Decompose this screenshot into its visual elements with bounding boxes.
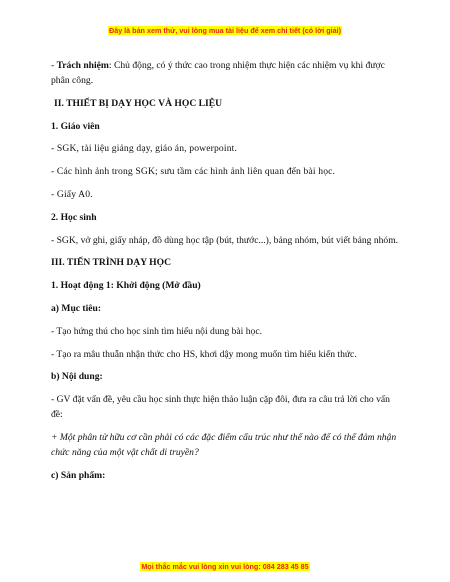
product-heading: c) Sản phẩm: [51, 469, 106, 481]
teacher-heading: 1. Giáo viên [51, 120, 100, 132]
discussion-question: + Một phân tử hữu cơ cần phải có các đặc điểm cấu trúc như thế nào để có thể đảm nhận chức năng của một vật chất di truyền? [51, 431, 397, 458]
contact-banner [0, 562, 450, 572]
content-heading: b) Nội dung: [51, 371, 103, 383]
goal-item-2: - Tạo ra mâu thuẫn nhận thức cho HS, khơi dậy mong muốn tìm hiểu kiến thức. [51, 348, 357, 360]
activity-1-heading: 1. Hoạt động 1: Khởi động (Mở đầu) [51, 280, 201, 292]
goal-item-1: - Tạo hứng thú cho học sinh tìm hiểu nội dung bài học. [51, 325, 262, 337]
section-2-title: II. THIẾT BỊ DẠY HỌC VÀ HỌC LIỆU [54, 97, 223, 109]
content-item: - GV đặt vấn đề, yêu cầu học sinh thực hiện thảo luận cặp đôi, đưa ra câu trả lời cho vấn đề: [51, 394, 390, 421]
responsibility-text: : Chủ động, có ý thức cao trong nhiệm thực hiện các nhiệm vụ khi được phân công. [51, 60, 385, 86]
document-body [51, 58, 401, 491]
preview-notice-text: Đây là bản xem thử, vui lòng mua tài liệu để xem chi tiết (có lời giải) [109, 26, 341, 35]
teacher-item-2: - Các hình ảnh trong SGK; sưu tầm các hình ảnh liên quan đến bài học. [51, 166, 336, 178]
student-heading: 2. Học sinh [51, 211, 97, 223]
responsibility-label: Trách nhiệm [56, 60, 109, 71]
preview-notice-banner [0, 26, 450, 36]
teacher-item-1: - SGK, tài liệu giảng dạy, giáo án, powerpoint. [51, 143, 238, 155]
student-item: - SGK, vở ghi, giấy nháp, đồ dùng học tập (bút, thước...), bảng nhóm, bút viết bảng nhóm. [51, 234, 399, 246]
section-3-title: III. TIẾN TRÌNH DẠY HỌC [51, 257, 172, 269]
goal-heading: a) Mục tiêu: [51, 302, 102, 314]
contact-text: Mọi thắc mắc vui lòng xin vui lòng: 084 283 45 85 [141, 562, 309, 571]
responsibility-paragraph: - Trách nhiệm: Chủ động, có ý thức cao trong nhiệm thực hiện các nhiệm vụ khi được phân công. [51, 60, 385, 86]
teacher-item-3: - Giấy A0. [51, 188, 93, 200]
